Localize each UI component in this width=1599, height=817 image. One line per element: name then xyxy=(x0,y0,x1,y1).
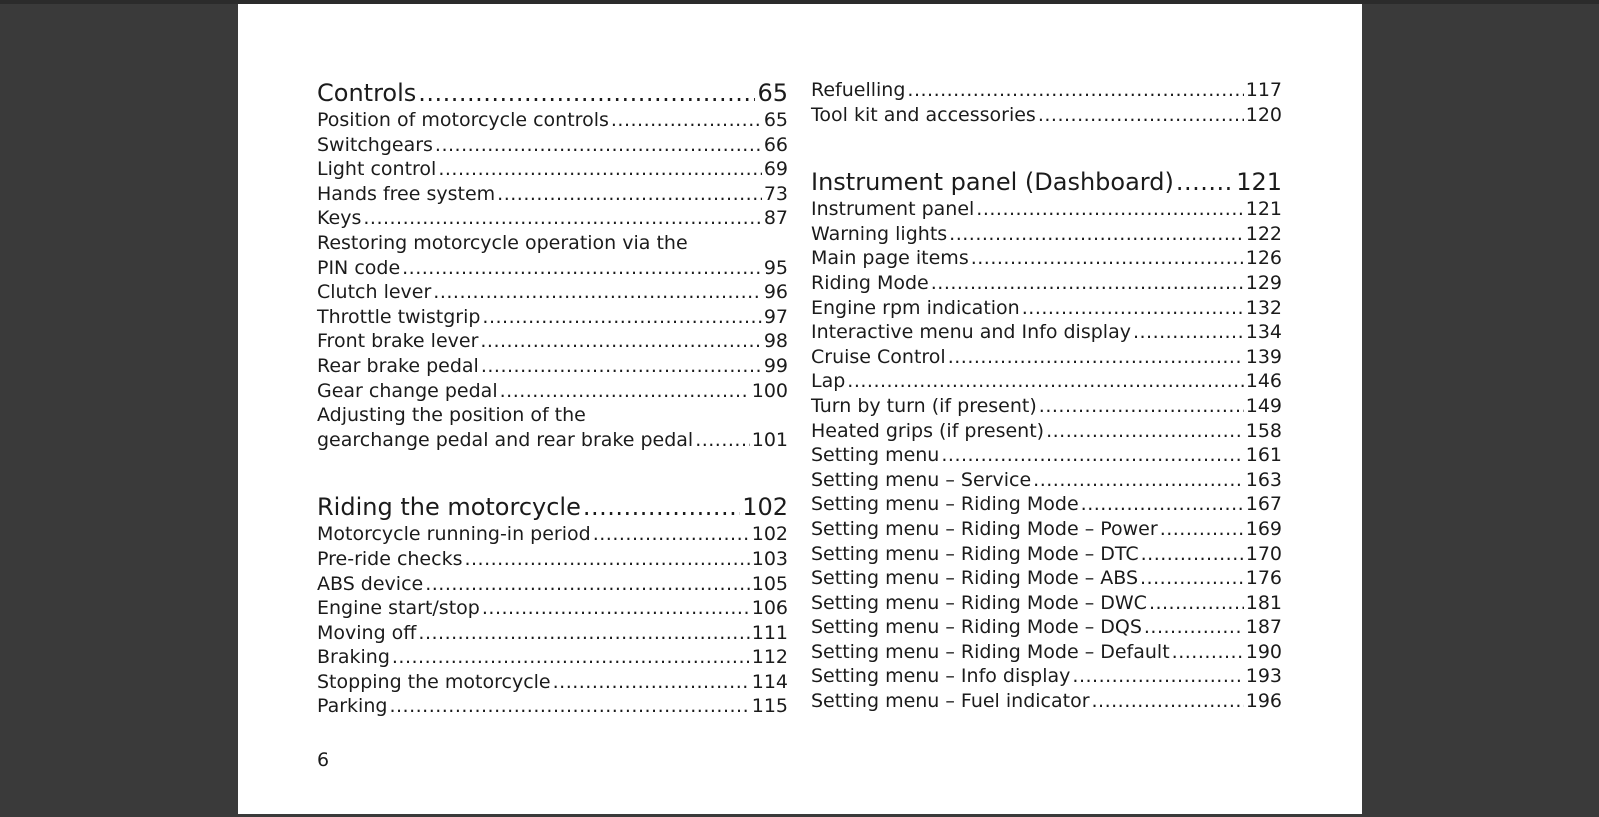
toc-heading-title: Riding the motorcycle xyxy=(317,493,581,522)
toc-entry-title: Engine start/stop xyxy=(317,597,480,620)
toc-entry[interactable] xyxy=(811,296,1282,321)
toc-entry-page: 132 xyxy=(1245,296,1282,319)
toc-entry[interactable] xyxy=(811,468,1282,493)
dot-leader xyxy=(1072,664,1243,689)
toc-entry-title: Warning lights xyxy=(811,222,948,245)
toc-entry-page: 105 xyxy=(751,572,788,595)
toc-entry[interactable] xyxy=(811,566,1282,591)
toc-entry-page: 66 xyxy=(763,133,788,156)
toc-entry-title: Setting menu – Riding Mode – DTC xyxy=(811,542,1139,565)
dot-leader xyxy=(464,547,749,572)
dot-leader xyxy=(1081,492,1244,517)
toc-entry[interactable] xyxy=(811,640,1282,665)
dot-leader xyxy=(482,305,761,330)
dot-leader xyxy=(1141,542,1244,567)
dot-leader xyxy=(1172,640,1244,665)
toc-entry[interactable] xyxy=(811,664,1282,689)
document-page xyxy=(238,4,1362,814)
dot-leader xyxy=(949,222,1244,247)
toc-entry-title: Pre-ride checks xyxy=(317,547,463,570)
toc-heading-title: Controls xyxy=(317,79,417,107)
toc-entry-page: 149 xyxy=(1245,394,1282,417)
dot-leader xyxy=(438,157,761,182)
toc-entry[interactable] xyxy=(811,394,1282,419)
toc-entry-page: 111 xyxy=(751,621,788,644)
toc-entry[interactable] xyxy=(811,615,1282,640)
toc-entry-title: Setting menu – Riding Mode – DWC xyxy=(811,591,1147,614)
dot-leader xyxy=(425,572,750,597)
toc-entry[interactable] xyxy=(317,182,788,207)
toc-entry[interactable] xyxy=(811,517,1282,542)
toc-entry-page: 87 xyxy=(763,207,788,230)
toc-entry[interactable] xyxy=(811,443,1282,468)
dot-leader xyxy=(1160,517,1244,542)
dot-leader xyxy=(1133,320,1244,345)
section-spacer xyxy=(317,452,788,492)
toc-entry-page: 65 xyxy=(763,109,788,131)
dot-leader xyxy=(907,78,1243,103)
toc-entry-title: Setting menu – Fuel indicator xyxy=(811,690,1090,713)
dot-leader xyxy=(433,280,762,305)
dot-leader xyxy=(1046,419,1244,444)
toc-entry-page: 115 xyxy=(751,695,788,718)
dot-leader xyxy=(1038,103,1244,128)
toc-entry[interactable] xyxy=(811,197,1282,222)
section-spacer xyxy=(811,127,1282,167)
toc-entry-title: Instrument panel xyxy=(811,198,975,221)
toc-entry-title: Tool kit and accessories xyxy=(811,103,1036,126)
toc-entry[interactable] xyxy=(317,379,788,404)
toc-entry-title: PIN code xyxy=(317,256,401,279)
toc-entry[interactable] xyxy=(811,320,1282,345)
toc-entry[interactable] xyxy=(811,591,1282,616)
toc-entry[interactable] xyxy=(317,354,788,379)
toc-entry-title: Position of motorcycle controls xyxy=(317,109,609,131)
toc-entry-page: 134 xyxy=(1245,321,1282,344)
toc-entry-title: Heated grips (if present) xyxy=(811,419,1045,442)
toc-entry-title-line1[interactable]: Adjusting the position of the xyxy=(317,404,586,427)
dot-leader xyxy=(418,621,749,646)
dot-leader xyxy=(363,206,761,231)
toc-entry[interactable] xyxy=(317,108,788,133)
dot-leader xyxy=(418,78,755,108)
toc-entry-page: 96 xyxy=(763,281,788,304)
toc-entry[interactable] xyxy=(811,369,1282,394)
toc-entry-page: 167 xyxy=(1245,493,1282,516)
toc-entry[interactable] xyxy=(811,419,1282,444)
dot-leader xyxy=(1092,689,1244,714)
dot-leader xyxy=(695,428,750,453)
toc-entry-page: 163 xyxy=(1245,468,1282,491)
toc-entry[interactable] xyxy=(811,689,1282,714)
toc-entry-page: 121 xyxy=(1245,198,1282,221)
dot-leader xyxy=(941,443,1243,468)
toc-entry-page: 193 xyxy=(1245,665,1282,688)
toc-entry[interactable] xyxy=(317,329,788,354)
toc-heading-page: 121 xyxy=(1236,168,1282,197)
toc-entry[interactable] xyxy=(811,492,1282,517)
toc-entry-title: Keys xyxy=(317,207,362,230)
dot-leader xyxy=(389,694,749,719)
toc-right-column xyxy=(811,78,1282,714)
dot-leader xyxy=(971,246,1244,271)
dot-leader xyxy=(497,182,762,207)
toc-entry-title: Refuelling xyxy=(811,79,906,101)
toc-entry-page: 73 xyxy=(763,182,788,205)
toc-entry-page: 129 xyxy=(1245,271,1282,294)
toc-entry-title: Setting menu – Service xyxy=(811,468,1032,491)
toc-entry[interactable] xyxy=(811,78,1282,103)
toc-entry[interactable] xyxy=(811,246,1282,271)
toc-entry-title: Braking xyxy=(317,646,390,669)
toc-entry-title: Lap xyxy=(811,370,846,393)
toc-entry-page: 190 xyxy=(1245,640,1282,663)
toc-entry[interactable] xyxy=(317,670,788,695)
toc-entry-title: Setting menu xyxy=(811,444,940,467)
toc-entry-page: 98 xyxy=(763,330,788,353)
dot-leader xyxy=(931,271,1244,296)
dot-leader xyxy=(847,369,1243,394)
dot-leader xyxy=(948,345,1244,370)
dot-leader xyxy=(1140,566,1244,591)
toc-entry-title: Throttle twistgrip xyxy=(317,305,481,328)
dot-leader xyxy=(402,256,762,281)
toc-heading-page: 102 xyxy=(742,493,788,522)
dot-leader xyxy=(482,596,750,621)
toc-entry-title: Moving off xyxy=(317,621,417,644)
toc-entry-title: Switchgears xyxy=(317,133,433,156)
toc-entry-title: Setting menu – Riding Mode – ABS xyxy=(811,567,1138,590)
dot-leader xyxy=(553,670,750,695)
toc-entry-title: Light control xyxy=(317,158,437,181)
dot-leader xyxy=(1039,394,1244,419)
toc-entry-page: 181 xyxy=(1245,591,1282,614)
toc-entry-title: Setting menu – Info display xyxy=(811,665,1071,688)
toc-entry-page: 169 xyxy=(1245,517,1282,540)
toc-entry[interactable] xyxy=(811,271,1282,296)
dot-leader xyxy=(593,522,750,547)
toc-entry[interactable] xyxy=(317,428,788,453)
toc-entry[interactable] xyxy=(317,572,788,597)
toc-entry[interactable] xyxy=(811,103,1282,128)
dot-leader xyxy=(583,492,740,522)
toc-entry-page: 101 xyxy=(751,428,788,451)
toc-entry[interactable] xyxy=(317,645,788,670)
toc-entry-page: 176 xyxy=(1245,567,1282,590)
toc-entry-title: ABS device xyxy=(317,572,424,595)
toc-entry[interactable] xyxy=(811,345,1282,370)
dot-leader xyxy=(1149,591,1244,616)
page-number: 6 xyxy=(317,749,330,771)
toc-entry-title: Parking xyxy=(317,695,388,718)
toc-entry-page: 120 xyxy=(1245,103,1282,126)
toc-entry-title: Setting menu – Riding Mode – Default xyxy=(811,640,1170,663)
toc-entry-page: 161 xyxy=(1245,444,1282,467)
toc-entry-page: 170 xyxy=(1245,542,1282,565)
toc-entry-page: 69 xyxy=(763,158,788,181)
dot-leader xyxy=(435,133,762,158)
toc-entry-page: 99 xyxy=(763,354,788,377)
toc-entry-title: Stopping the motorcycle xyxy=(317,670,551,693)
toc-entry-page: 196 xyxy=(1245,690,1282,713)
toc-entry-title: Hands free system xyxy=(317,182,496,205)
toc-entry-page: 187 xyxy=(1245,616,1282,639)
toc-entry[interactable] xyxy=(317,596,788,621)
dot-leader xyxy=(481,354,762,379)
toc-entry[interactable] xyxy=(317,133,788,158)
toc-heading-controls[interactable] xyxy=(317,78,788,108)
dot-leader xyxy=(611,108,762,133)
toc-entry-title: Riding Mode xyxy=(811,271,929,294)
toc-entry-page: 146 xyxy=(1245,370,1282,393)
toc-entry-page: 112 xyxy=(751,646,788,669)
toc-entry[interactable] xyxy=(317,206,788,231)
toc-entry[interactable] xyxy=(317,694,788,719)
toc-heading-riding[interactable] xyxy=(317,492,788,522)
toc-entry-page: 102 xyxy=(751,523,788,546)
toc-entry-title: Clutch lever xyxy=(317,281,432,304)
dot-leader xyxy=(480,329,761,354)
toc-entry-title: Motorcycle running-in period xyxy=(317,523,591,546)
toc-entry[interactable] xyxy=(317,547,788,572)
toc-entry-title: Main page items xyxy=(811,247,969,270)
toc-entry-page: 95 xyxy=(763,256,788,279)
toc-entry-title: Setting menu – Riding Mode – DQS xyxy=(811,616,1142,639)
toc-entry[interactable] xyxy=(811,542,1282,567)
toc-entry-page: 103 xyxy=(751,547,788,570)
dot-leader xyxy=(1144,615,1244,640)
toc-entry-title: Interactive menu and Info display xyxy=(811,321,1131,344)
toc-entry-title-line1[interactable]: Restoring motorcycle operation via the xyxy=(317,231,688,254)
dot-leader xyxy=(1022,296,1244,321)
toc-entry[interactable] xyxy=(317,305,788,330)
dot-leader xyxy=(500,379,750,404)
toc-entry[interactable] xyxy=(317,621,788,646)
dot-leader xyxy=(1033,468,1244,493)
toc-entry-title: Engine rpm indication xyxy=(811,296,1020,319)
dot-leader xyxy=(976,197,1243,222)
toc-entry-page: 100 xyxy=(751,379,788,402)
toc-entry-page: 139 xyxy=(1245,345,1282,368)
toc-entry-page: 106 xyxy=(751,597,788,620)
toc-entry-title: Cruise Control xyxy=(811,345,946,368)
toc-entry-title: Rear brake pedal xyxy=(317,354,479,377)
toc-entry-page: 158 xyxy=(1245,419,1282,442)
toc-entry-title: Gear change pedal xyxy=(317,379,498,402)
toc-entry-title: Setting menu – Riding Mode – Power xyxy=(811,517,1158,540)
dot-leader xyxy=(1176,167,1234,197)
toc-entry[interactable] xyxy=(317,522,788,547)
toc-entry-title: Setting menu – Riding Mode xyxy=(811,493,1079,516)
toc-entry-title: gearchange pedal and rear brake pedal xyxy=(317,428,694,451)
toc-entry-page: 122 xyxy=(1245,222,1282,245)
toc-entry[interactable] xyxy=(317,280,788,305)
toc-entry[interactable] xyxy=(317,157,788,182)
toc-heading-page: 65 xyxy=(757,79,788,107)
toc-heading-instrument-panel[interactable] xyxy=(811,167,1282,197)
toc-left-column xyxy=(317,78,788,719)
toc-entry[interactable] xyxy=(317,256,788,281)
toc-entry-page: 114 xyxy=(751,670,788,693)
dot-leader xyxy=(392,645,750,670)
toc-entry[interactable] xyxy=(811,222,1282,247)
toc-entry-page: 126 xyxy=(1245,247,1282,270)
toc-entry-page: 97 xyxy=(763,305,788,328)
toc-entry-title: Front brake lever xyxy=(317,330,479,353)
toc-heading-title: Instrument panel (Dashboard) xyxy=(811,168,1174,197)
toc-entry-title: Turn by turn (if present) xyxy=(811,394,1037,417)
toc-entry-page: 117 xyxy=(1245,79,1282,101)
